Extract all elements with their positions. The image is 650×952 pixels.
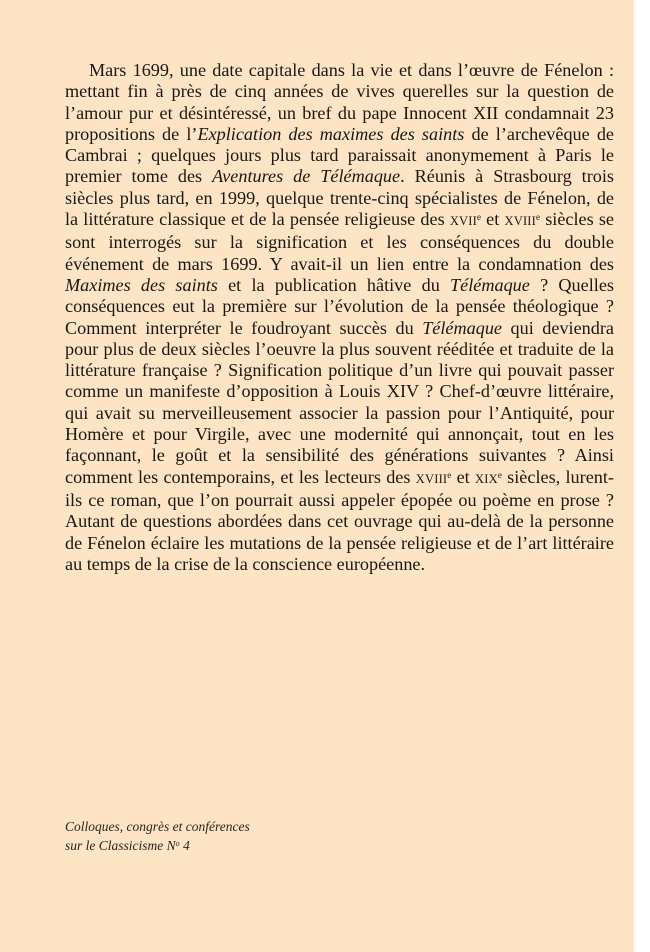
blurb-segment: siècles, lurent-ils ce roman, que l’on pourrait aussi appeler épopée ou poème en prose ? Autant de questions abordées dans cet ouvrage qui au-delà de la personne de Fénelon éclaire les mutations de la pensée religieuse et de l’art littéraire au temps de la crise de la conscience européenne. <box>65 466 614 574</box>
series-line-1: Colloques, congrès et conférences <box>65 819 250 834</box>
book-title-telemaque: Télémaque <box>422 317 502 338</box>
series-name: sur le Classicisme N <box>65 838 176 853</box>
blurb-segment: et la publication hâtive du <box>217 274 451 295</box>
blurb-segment: siècles se sont interrogés sur la signification et les conséquences du double événement de mars 1699. Y avait-il un lien entre la condamnation des <box>65 209 614 274</box>
series-label <box>65 817 250 855</box>
century-suffix: e <box>477 212 482 223</box>
century-numeral: XVII <box>449 214 478 229</box>
series-number: 4 <box>179 838 190 853</box>
century-numeral: XVIII <box>504 214 537 229</box>
blurb-text <box>65 60 614 575</box>
number-abbrev-sup: o <box>175 839 180 848</box>
century-suffix: e <box>536 212 541 223</box>
series-line-2 <box>65 836 250 855</box>
blurb-segment: Mars 1699, une date capitale dans la vie et dans l’œuvre de Fénelon : mettant fin à près de cinq années de vives querelles sur la question de l’amour pur et désintéressé, un bref du pape Innocent XII condamnait 23 propositions de l’ <box>65 60 614 144</box>
blurb-paragraph <box>65 60 614 575</box>
blurb-segment: et <box>451 466 476 487</box>
blurb-segment: ? Quelles conséquences eut la première sur l’évolution de la pensée théologique ? Comment interpréter le foudroyant succès du <box>65 274 614 338</box>
book-title-explication: Explication des maximes des saints <box>197 123 465 144</box>
book-title-aventures: Aventures de Télémaque <box>212 166 401 187</box>
blurb-segment: et <box>481 209 505 230</box>
century-numeral: XIX <box>475 471 498 486</box>
blurb-segment: . Réunis à Strasbourg trois siècles plus tard, en 1999, quelque trente-cinq spécialistes de Fénelon, de la littérature classique et de la pensée religieuse des <box>65 166 614 230</box>
book-title-maximes: Maximes des saints <box>65 274 218 295</box>
book-title-telemaque: Télémaque <box>450 274 530 295</box>
blurb-segment: de l’archevêque de Cambrai ; quelques jours plus tard paraissait anonymement à Paris le premier tome des <box>65 123 614 187</box>
century-suffix: e <box>447 469 452 480</box>
century-numeral: XVIII <box>415 471 448 486</box>
blurb-segment: qui deviendra pour plus de deux siècles l’oeuvre la plus souvent rééditée et traduite de la littérature française ? Signification politique d’un livre qui pouvait passer comme un manifeste d’opposition à Louis XIV ? Chef-d’œuvre littéraire, qui avait su merveilleusement associer la passion pour l’Antiquité, pour Homère et pour Virgile, avec une modernité qui annonçait, tout en les façonnant, le goût et la sensibilité des générations suivantes ? Ainsi comment les contemporains, et les lecteurs des <box>65 317 614 487</box>
century-suffix: e <box>497 469 502 480</box>
